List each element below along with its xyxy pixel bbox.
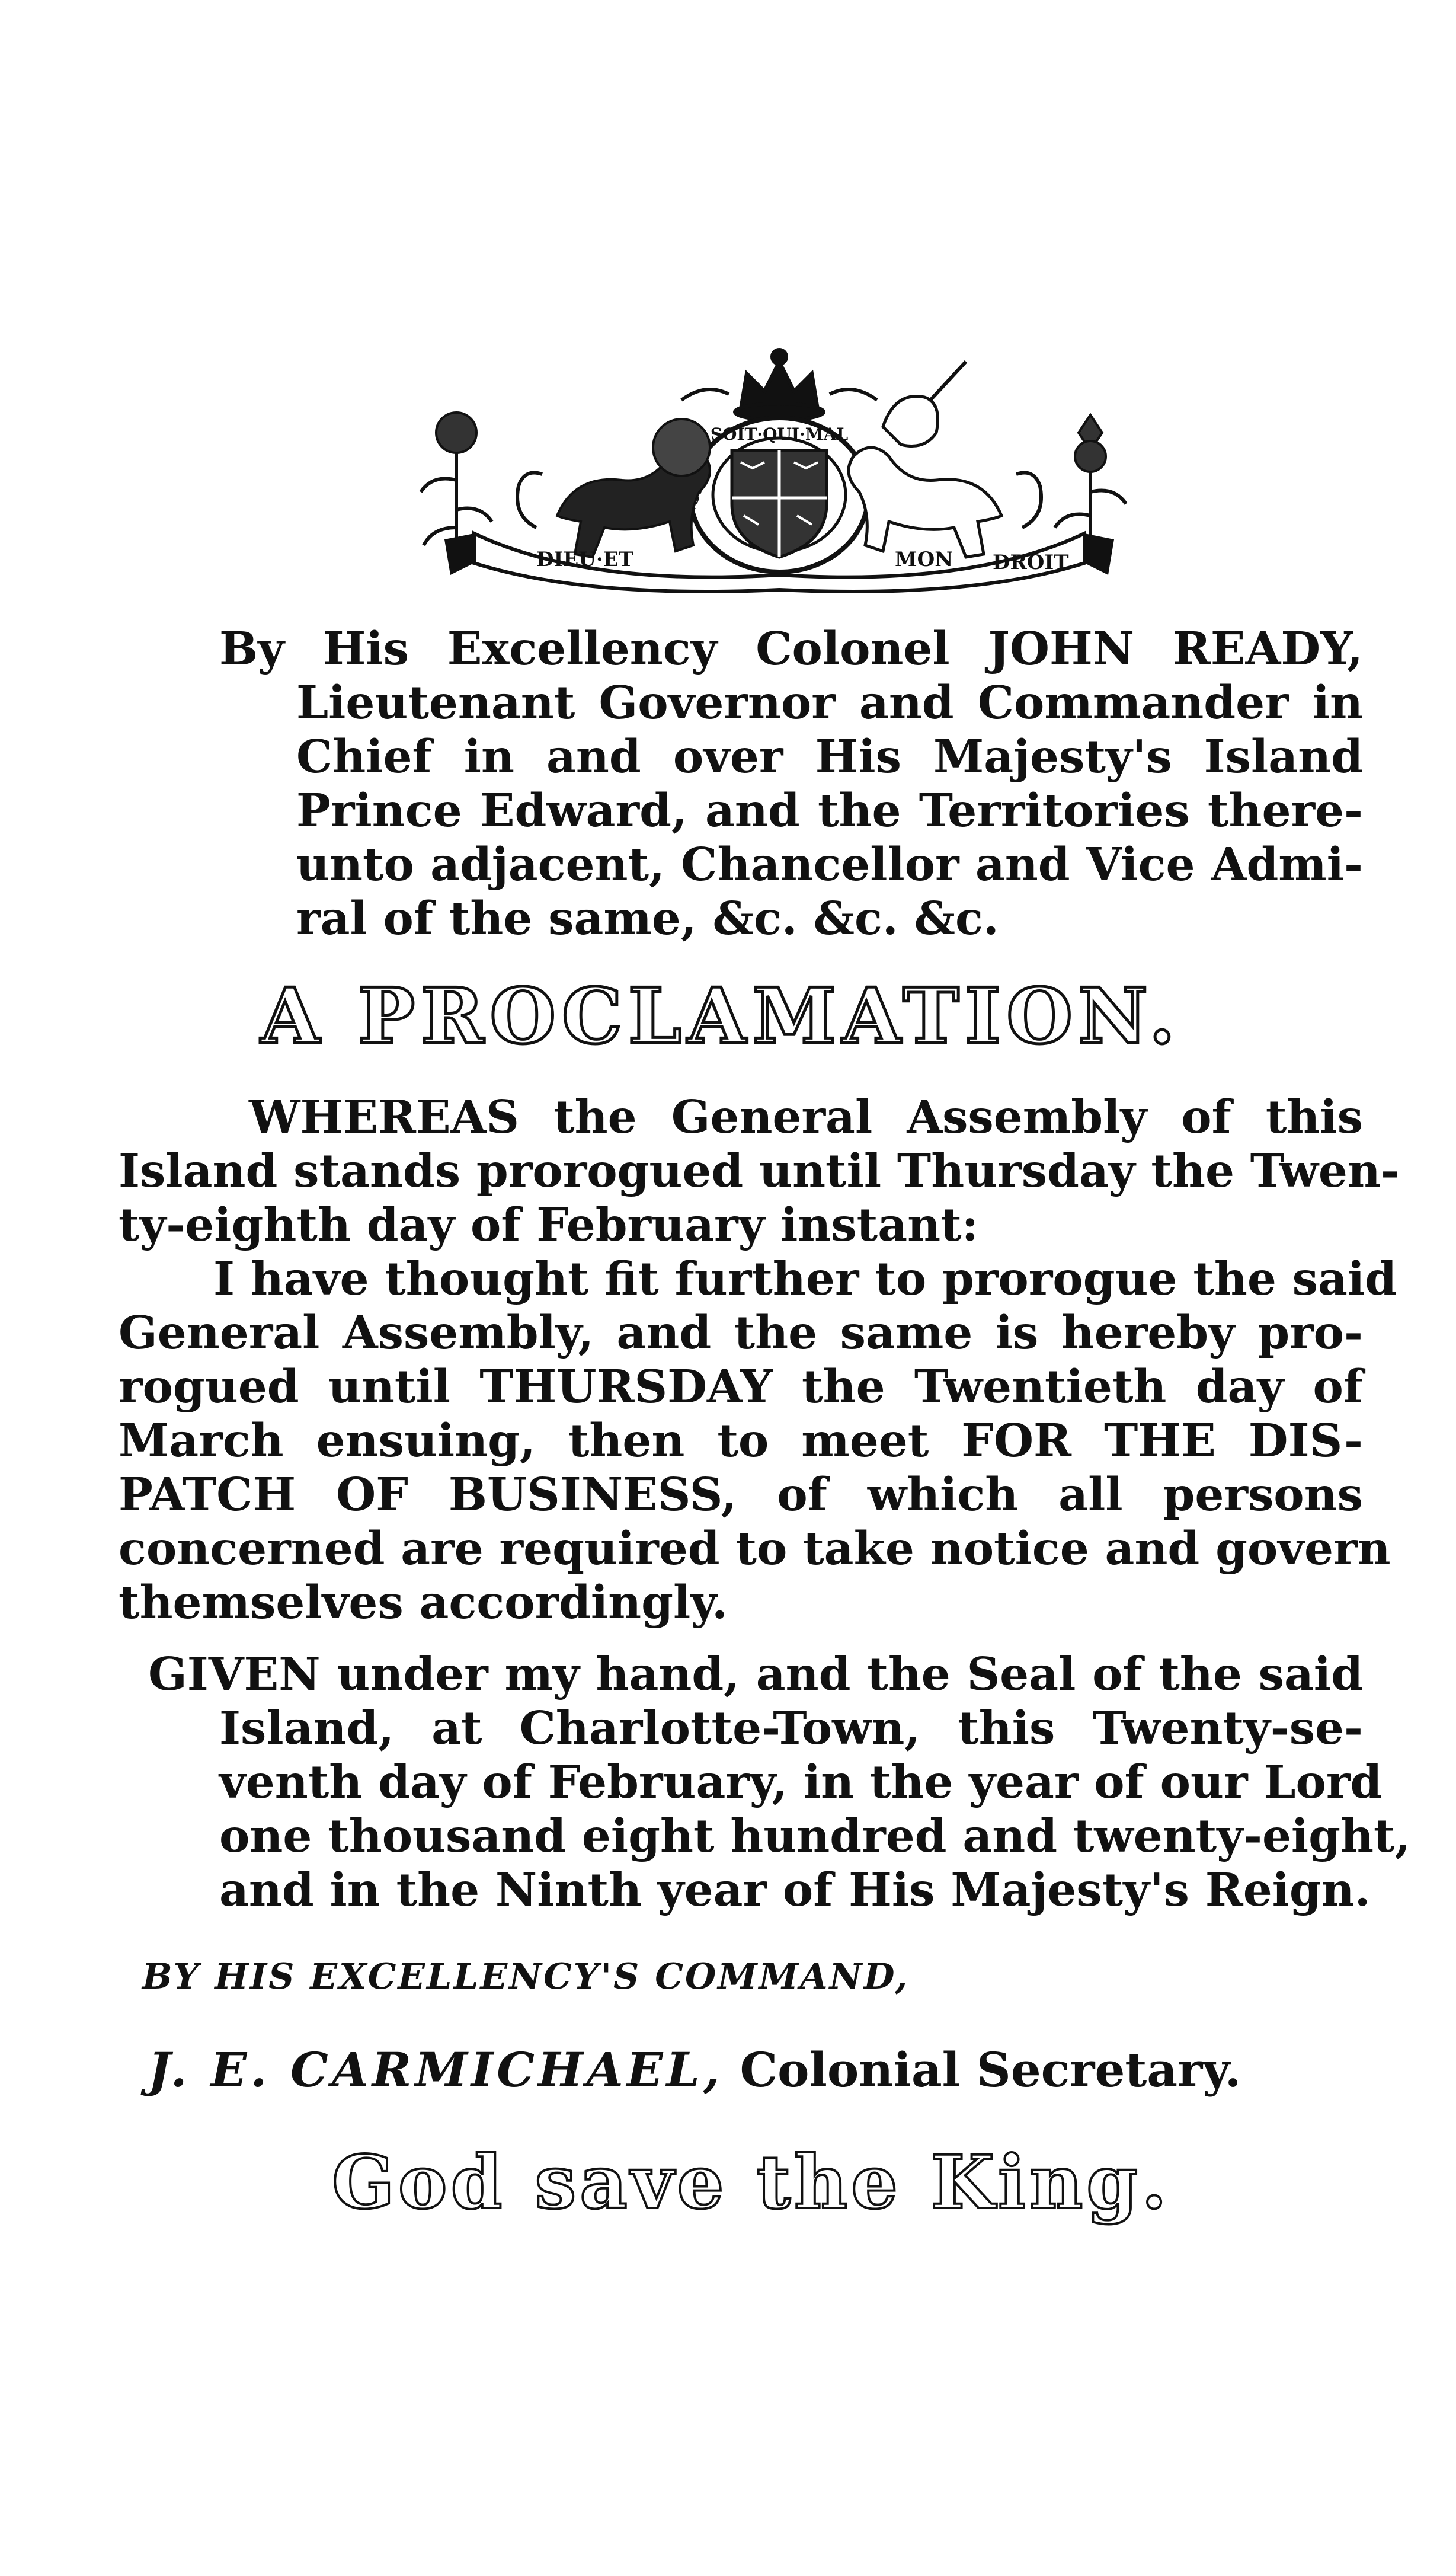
garter-motto: SOIT·QUI·MAL — [710, 424, 849, 444]
motto-droit: DROIT — [993, 551, 1069, 574]
intro-line: By His Excellency Colonel JOHN READY, — [219, 622, 1363, 676]
intro-line: unto adjacent, Chancellor and Vice Admi- — [296, 838, 1363, 891]
given-line: venth day of February, in the year of our Lord — [219, 1756, 1383, 1809]
rose-icon — [421, 413, 492, 551]
proclamation-title: A PROCLAMATION. — [261, 972, 1182, 1061]
god-save-the-king: God save the King. — [332, 2140, 1171, 2226]
body-line: WHEREAS the General Assembly of this — [249, 1091, 1363, 1144]
crown-icon — [681, 350, 877, 420]
proclamation-body — [119, 1091, 1400, 1630]
given-block — [148, 1648, 1411, 1917]
intro-line: ral of the same, &c. &c. &c. — [296, 892, 999, 945]
given-line: GIVEN under my hand, and the Seal of the said — [148, 1648, 1363, 1701]
royal-coat-of-arms — [409, 338, 1150, 593]
given-line: Island, at Charlotte-Town, this Twenty-se- — [219, 1702, 1363, 1755]
motto-mon: MON — [895, 548, 953, 571]
signature-line — [148, 2042, 1241, 2098]
excellency-command: BY HIS EXCELLENCY'S COMMAND, — [142, 1956, 910, 1997]
intro-line: Chief in and over His Majesty's Island — [296, 730, 1363, 784]
lion-icon — [517, 419, 710, 557]
intro-line: Lieutenant Governor and Commander in — [296, 676, 1363, 730]
secretary-role: Colonial Secretary. — [740, 2042, 1241, 2098]
body-line: rogued until THURSDAY the Twentieth day of — [119, 1360, 1363, 1414]
body-line: General Assembly, and the same is hereby pro- — [119, 1306, 1363, 1360]
intro-block — [219, 622, 1363, 946]
body-line: Island stands prorogued until Thursday the Twen- — [119, 1145, 1400, 1198]
body-line: ty-eighth day of February instant: — [119, 1198, 979, 1252]
thistle-icon — [1055, 415, 1126, 551]
unicorn-icon — [849, 362, 1041, 557]
body-line: I have thought fit further to prorogue the said — [213, 1252, 1397, 1306]
body-line: PATCH OF BUSINESS, of which all persons — [119, 1468, 1363, 1522]
body-line: concerned are required to take notice and govern — [119, 1522, 1391, 1575]
given-line: and in the Ninth year of His Majesty's Reign. — [219, 1864, 1371, 1917]
given-line: one thousand eight hundred and twenty-eight, — [219, 1810, 1411, 1863]
body-line: themselves accordingly. — [119, 1576, 728, 1629]
motto-dieu-et: DIEU·ET — [536, 548, 634, 571]
body-line: March ensuing, then to meet FOR THE DIS- — [119, 1414, 1363, 1468]
secretary-name: J. E. CARMICHAEL, — [148, 2042, 724, 2098]
intro-line: Prince Edward, and the Territories there- — [296, 784, 1363, 838]
